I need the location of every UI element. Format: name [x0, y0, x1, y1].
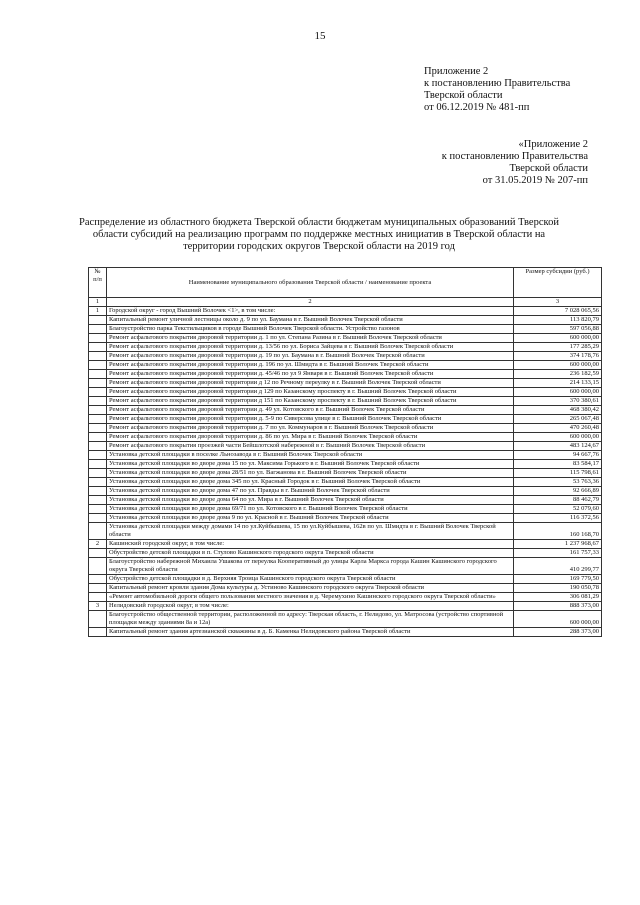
appendix-block	[424, 66, 570, 114]
row-name-cell: Благоустройство парка Текстильщиков в городе Вышний Волочек Тверской области. Устройство газонов	[107, 325, 514, 334]
row-name-cell: Капитальный ремонт уличной лестницы около д. 9 по ул. Баумана в г. Вышний Волочек Тверской области	[107, 316, 514, 325]
table-row	[89, 388, 602, 397]
row-amount-cell: 169 779,50	[514, 575, 602, 584]
row-name-cell: Ремонт асфальтового покрытия дворовой территории д. 49 ул. Котовского в г. Вышний Волочек Тверской области	[107, 406, 514, 415]
index-cell: 2	[107, 298, 514, 307]
row-name-cell: Ремонт асфальтового покрытия дворовой территории д. 1 по ул. Степана Разина в г. Вышний Волочек Тверской области	[107, 334, 514, 343]
row-amount-cell: 600 000,00	[514, 433, 602, 442]
row-amount-cell: 374 178,76	[514, 352, 602, 361]
row-name-cell: Установка детской площадки во дворе дома 9 по ул. Красной в г. Вышний Волочек Тверской области	[107, 514, 514, 523]
row-amount-cell: 115 798,61	[514, 469, 602, 478]
row-number-cell	[89, 584, 107, 593]
row-number-cell	[89, 316, 107, 325]
table-row	[89, 602, 602, 611]
table-row	[89, 316, 602, 325]
index-cell: 3	[514, 298, 602, 307]
table-row	[89, 487, 602, 496]
row-amount-cell: 83 584,17	[514, 460, 602, 469]
header-amount: Размер субсидии (руб.)	[514, 268, 602, 298]
header-number: № п/п	[89, 268, 107, 298]
table-row	[89, 334, 602, 343]
row-number-cell	[89, 361, 107, 370]
table-row	[89, 433, 602, 442]
subsidy-table	[88, 267, 602, 637]
appendix-old-line: Тверской области	[509, 163, 588, 174]
table-row	[89, 352, 602, 361]
row-amount-cell: 600 000,00	[514, 611, 602, 628]
row-name-cell: «Ремонт автомобильной дороги общего пользования местного значения в д. Черемухино Кашинского городского округа Тверской области»	[107, 593, 514, 602]
table-row	[89, 460, 602, 469]
row-name-cell: Установка детской площадки во дворе дома 28/51 по ул. Вагжанова в г. Вышний Волочек Тверской области	[107, 469, 514, 478]
table-row	[89, 397, 602, 406]
row-amount-cell: 265 067,48	[514, 415, 602, 424]
row-number-cell: 1	[89, 307, 107, 316]
row-number-cell	[89, 397, 107, 406]
row-name-cell: Ремонт асфальтового покрытия дворовой территории д. 5-9 по Сиверсова улице в г. Вышний Волочек Тверской области	[107, 415, 514, 424]
table-row	[89, 611, 602, 628]
table-row	[89, 361, 602, 370]
row-name-cell: Установка детской площадки между домами 14 по ул.Куйбышева, 15 по ул.Куйбышева, 162в по ул. Шмидта в г. Вышний Волочек Тверской области	[107, 523, 514, 540]
row-name-cell: Ремонт асфальтового покрытия дворовой территории д. 86 по ул. Мира в г. Вышний Волочек Тверской области	[107, 433, 514, 442]
row-amount-cell: 92 666,89	[514, 487, 602, 496]
row-name-cell: Установка детской площадки во дворе дома 345 по ул. Красный Городок в г. Вышний Волочек Тверской области	[107, 478, 514, 487]
row-name-cell: Ремонт асфальтового покрытия дворовой территории д. 19 по ул. Баумана в г. Вышний Волочек Тверской области	[107, 352, 514, 361]
table-row	[89, 343, 602, 352]
row-amount-cell: 94 667,76	[514, 451, 602, 460]
appendix-line: к постановлению Правительства	[424, 78, 571, 89]
row-number-cell	[89, 388, 107, 397]
table-index-row	[89, 298, 602, 307]
row-number-cell	[89, 379, 107, 388]
row-number-cell: 3	[89, 602, 107, 611]
document-title: Распределение из областного бюджета Тверской области бюджетам муниципальных образований Тверской области субсидий на реализацию программ по поддержке местных инициатив в Тверской области на территории городских округов Тверской области на 2019 год	[79, 217, 559, 252]
row-amount-cell: 53 763,36	[514, 478, 602, 487]
table-row	[89, 584, 602, 593]
table-row	[89, 442, 602, 451]
appendix-old-line: от 31.05.2019 № 207-пп	[482, 175, 588, 186]
table-row	[89, 424, 602, 433]
row-number-cell	[89, 523, 107, 540]
row-name-cell: Ремонт асфальтового покрытия дворовой территории д. 7 по ул. Коммунаров в г. Вышний Волочек Тверской области	[107, 424, 514, 433]
row-amount-cell: 888 373,00	[514, 602, 602, 611]
row-number-cell	[89, 496, 107, 505]
row-number-cell	[89, 628, 107, 637]
row-amount-cell: 161 757,33	[514, 549, 602, 558]
appendix-old-block	[436, 139, 588, 187]
row-amount-cell: 600 000,00	[514, 334, 602, 343]
row-number-cell	[89, 558, 107, 575]
row-name-cell: Благоустройство набережной Михаила Ушакова от переулка Кооперативный до улицы Карла Маркса города Кашин Кашинского городского округа Тверской области	[107, 558, 514, 575]
row-name-cell: Ремонт асфальтового покрытия дворовой территории д. 45/46 по ул 9 Января в г. Вышний Волочек Тверской области	[107, 370, 514, 379]
table-row	[89, 505, 602, 514]
row-amount-cell: 236 182,59	[514, 370, 602, 379]
row-name-cell: Ремонт асфальтового покрытия дворовой территории д. 196 по ул. Шмидта в г. Вышний Волочек Тверской области	[107, 361, 514, 370]
index-cell: 1	[89, 298, 107, 307]
table-row	[89, 379, 602, 388]
appendix-line: Тверской области	[424, 90, 503, 101]
row-number-cell	[89, 451, 107, 460]
table-row	[89, 628, 602, 637]
table-row	[89, 469, 602, 478]
row-name-cell: Благоустройство общественной территории, расположенной по адресу: Тверская область, г. Нелидово, ул. Матросова (устройство спортивной площадки между зданиями 8а и 12а)	[107, 611, 514, 628]
row-number-cell	[89, 325, 107, 334]
row-name-cell: Городской округ - город Вышний Волочек <1>, в том числе:	[107, 307, 514, 316]
row-number-cell: 2	[89, 540, 107, 549]
table-row	[89, 549, 602, 558]
table-row	[89, 540, 602, 549]
row-name-cell: Установка детской площадки в поселке Льнозавода в г. Вышний Волочек Тверской области	[107, 451, 514, 460]
appendix-old-line: «Приложение 2	[518, 139, 588, 150]
row-name-cell: Капитальный ремонт здания артезианской скважины в д. Б. Каменка Нелидовского района Тверской области	[107, 628, 514, 637]
row-number-cell	[89, 442, 107, 451]
row-number-cell	[89, 487, 107, 496]
table-row	[89, 307, 602, 316]
row-name-cell: Установка детской площадки во дворе дома 64 по ул. Мира в г. Вышний Волочек Тверской области	[107, 496, 514, 505]
row-amount-cell: 600 000,00	[514, 388, 602, 397]
table-row	[89, 523, 602, 540]
row-name-cell: Обустройство детской площадки в д. Верхняя Троица Кашинского городского округа Тверской области	[107, 575, 514, 584]
row-number-cell	[89, 334, 107, 343]
table-row	[89, 496, 602, 505]
row-amount-cell: 190 050,78	[514, 584, 602, 593]
row-name-cell: Кашинский городской округ, в том числе:	[107, 540, 514, 549]
row-amount-cell: 88 462,79	[514, 496, 602, 505]
row-amount-cell: 597 056,88	[514, 325, 602, 334]
row-number-cell	[89, 478, 107, 487]
appendix-line: Приложение 2	[424, 66, 489, 77]
table-row	[89, 325, 602, 334]
row-amount-cell: 410 299,77	[514, 558, 602, 575]
header-name: Наименование муниципального образования Тверской области / наименование проекта	[107, 268, 514, 298]
row-name-cell: Ремонт асфальтового покрытия дворовой территории д 129 по Казанскому проспекту в г. Вышний Волочек Тверской области	[107, 388, 514, 397]
table-row	[89, 478, 602, 487]
row-amount-cell: 116 372,56	[514, 514, 602, 523]
row-amount-cell: 214 133,15	[514, 379, 602, 388]
row-number-cell	[89, 370, 107, 379]
row-name-cell: Ремонт асфальтового покрытия дворовой территории д 151 по Казанскому проспекту в г. Вышний Волочек Тверской области	[107, 397, 514, 406]
row-number-cell	[89, 433, 107, 442]
row-number-cell	[89, 415, 107, 424]
appendix-line: от 06.12.2019 № 481-пп	[424, 102, 530, 113]
row-name-cell: Установка детской площадки во дворе дома 47 по ул. Правды в г. Вышний Волочек Тверской области	[107, 487, 514, 496]
table-row	[89, 406, 602, 415]
table-row	[89, 451, 602, 460]
row-amount-cell: 483 124,67	[514, 442, 602, 451]
row-amount-cell: 113 820,79	[514, 316, 602, 325]
row-name-cell: Ремонт асфальтового покрытия дворовой территории д. 13/56 по ул. Бориса Зайцева в г. Вышний Волочек Тверской области	[107, 343, 514, 352]
table-row	[89, 415, 602, 424]
row-amount-cell: 306 081,29	[514, 593, 602, 602]
row-number-cell	[89, 406, 107, 415]
table-row	[89, 370, 602, 379]
table-row	[89, 593, 602, 602]
table-row	[89, 514, 602, 523]
row-amount-cell: 1 237 968,67	[514, 540, 602, 549]
row-name-cell: Ремонт асфальтового покрытия проезжей части Бейшлотской набережной в г. Вышний Волочек Тверской области	[107, 442, 514, 451]
row-number-cell	[89, 352, 107, 361]
row-number-cell	[89, 575, 107, 584]
row-name-cell: Ремонт асфальтового покрытия дворовой территории д 12 по Речному переулку в г. Вышний Волочек Тверской области	[107, 379, 514, 388]
row-name-cell: Капитальный ремонт кровли здания Дома культуры д. Устиново Кашинского городского округа Тверской области	[107, 584, 514, 593]
row-amount-cell: 288 373,00	[514, 628, 602, 637]
row-number-cell	[89, 593, 107, 602]
row-number-cell	[89, 549, 107, 558]
row-amount-cell: 600 000,00	[514, 361, 602, 370]
row-amount-cell: 52 079,60	[514, 505, 602, 514]
row-number-cell	[89, 514, 107, 523]
table-header-row	[89, 268, 602, 298]
row-amount-cell: 370 380,61	[514, 397, 602, 406]
row-number-cell	[89, 469, 107, 478]
row-number-cell	[89, 505, 107, 514]
row-name-cell: Установка детской площадки во дворе дома 69/71 по ул. Котовского в г. Вышний Волочек Тверской области	[107, 505, 514, 514]
row-number-cell	[89, 460, 107, 469]
row-name-cell: Обустройство детской площадки в п. Стулово Кашинского городского округа Тверской области	[107, 549, 514, 558]
appendix-old-line: к постановлению Правительства	[441, 151, 588, 162]
row-number-cell	[89, 424, 107, 433]
row-name-cell: Установка детской площадки во дворе дома 15 по ул. Максима Горького в г. Вышний Волочек Тверской области	[107, 460, 514, 469]
table-row	[89, 558, 602, 575]
row-name-cell: Нелидовский городской округ, в том числе:	[107, 602, 514, 611]
row-amount-cell: 470 260,48	[514, 424, 602, 433]
row-amount-cell: 160 168,70	[514, 523, 602, 540]
row-amount-cell: 7 028 065,56	[514, 307, 602, 316]
row-amount-cell: 177 285,29	[514, 343, 602, 352]
row-number-cell	[89, 343, 107, 352]
page-number: 15	[314, 30, 326, 42]
row-number-cell	[89, 611, 107, 628]
table-row	[89, 575, 602, 584]
row-amount-cell: 468 380,42	[514, 406, 602, 415]
